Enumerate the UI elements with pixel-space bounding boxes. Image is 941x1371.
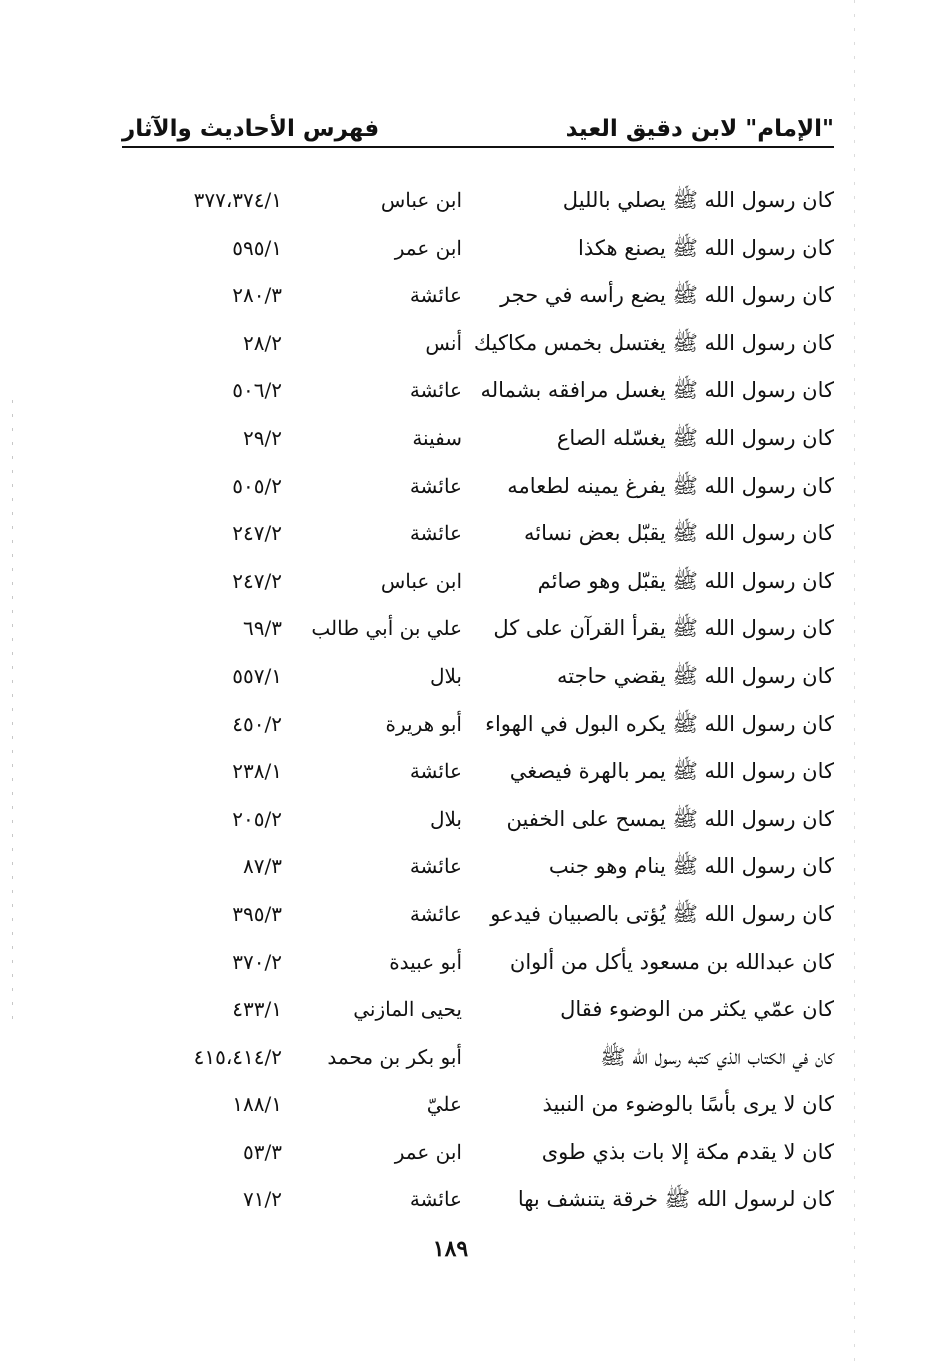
volume-page-reference: ٢٨٠/٣ — [232, 283, 282, 308]
volume-page-reference: ٢٤٧/٢ — [232, 568, 282, 593]
hadith-text: كان رسول الله ﷺ ينام وهو جنب — [548, 854, 834, 879]
narrator-name: عائشة — [409, 901, 462, 926]
hadith-text: كان رسول الله ﷺ يقبّل وهو صائم — [537, 568, 834, 593]
narrator-name: علي بن أبي طالب — [311, 616, 462, 641]
volume-page-reference: ٣٧٠/٢ — [232, 949, 282, 974]
volume-page-reference: ٤١٥،٤١٤/٢ — [193, 1044, 282, 1069]
index-row — [122, 321, 834, 369]
index-row — [122, 844, 834, 892]
index-row — [122, 654, 834, 702]
volume-page-reference: ٥٠٦/٢ — [232, 378, 282, 403]
hadith-text: كان لا يرى بأسًا بالوضوء من النبيذ — [542, 1092, 834, 1117]
volume-page-reference: ٢٩/٢ — [243, 425, 282, 450]
index-row — [122, 702, 834, 750]
narrator-name: عائشة — [409, 283, 462, 308]
hadith-text: كان عمّي يكثر من الوضوء فقال — [560, 997, 834, 1022]
volume-page-reference: ٣٩٥/٣ — [232, 901, 282, 926]
hadith-text: كان رسول الله ﷺ يكره البول في الهواء — [485, 711, 834, 736]
hadith-index-table — [122, 178, 834, 1225]
running-header — [122, 104, 834, 144]
hadith-text: كان عبدالله بن مسعود يأكل من ألوان — [509, 949, 834, 974]
index-row — [122, 940, 834, 988]
hadith-text: كان رسول الله ﷺ يصلي بالليل — [562, 188, 834, 212]
index-row — [122, 368, 834, 416]
hadith-text: كان رسول الله ﷺ يمر بالهرة فيصغي — [509, 759, 834, 784]
volume-page-reference: ٥٣/٣ — [243, 1139, 282, 1164]
header-rule — [122, 146, 834, 148]
index-row — [122, 606, 834, 654]
book-title: "الإمام" لابن دقيق العيد — [565, 116, 834, 142]
volume-page-reference: ٣٧٧،٣٧٤/١ — [193, 188, 282, 212]
volume-page-reference: ٢٨/٢ — [243, 330, 282, 355]
narrator-name: عائشة — [409, 473, 462, 498]
narrator-name: عائشة — [409, 521, 462, 546]
hadith-text: كان رسول الله ﷺ يقبّل بعض نسائه — [523, 521, 834, 546]
narrator-name: أنس — [425, 330, 462, 355]
hadith-text: كان رسول الله ﷺ يقضي حاجته — [557, 663, 834, 688]
index-row — [122, 749, 834, 797]
index-row — [122, 1035, 834, 1083]
narrator-name: عائشة — [409, 854, 462, 879]
volume-page-reference: ٧١/٢ — [243, 1187, 282, 1212]
index-row — [122, 464, 834, 512]
index-row — [122, 178, 834, 226]
index-row — [122, 226, 834, 274]
section-title: فهرس الأحاديث والآثار — [122, 116, 380, 142]
index-row — [122, 1082, 834, 1130]
narrator-name: عائشة — [409, 759, 462, 784]
hadith-text: كان رسول الله ﷺ يُؤتى بالصبيان فيدعو — [490, 901, 834, 926]
scan-edge-mark-right — [854, 0, 855, 1371]
hadith-text: كان رسول الله ﷺ يغتسل بخمس مكاكيك — [473, 330, 834, 355]
narrator-name: ابن عباس — [380, 188, 462, 212]
volume-page-reference: ٥٩٥/١ — [232, 235, 282, 260]
narrator-name: عليّ — [426, 1092, 462, 1117]
volume-page-reference: ٤٥٠/٢ — [232, 711, 282, 736]
index-row — [122, 559, 834, 607]
volume-page-reference: ٥٥٧/١ — [232, 663, 282, 688]
index-row — [122, 1130, 834, 1178]
narrator-name: بلال — [429, 806, 462, 831]
narrator-name: أبو هريرة — [385, 711, 462, 736]
narrator-name: يحيى المازني — [353, 997, 462, 1022]
hadith-text: كان رسول الله ﷺ يضع رأسه في حجر — [500, 283, 834, 308]
narrator-name: ابن عباس — [380, 568, 462, 593]
hadith-text: كان لا يقدم مكة إلا بات بذي طوى — [541, 1139, 834, 1164]
volume-page-reference: ٢٣٨/١ — [232, 759, 282, 784]
narrator-name: بلال — [429, 663, 462, 688]
narrator-name: سفينة — [412, 425, 462, 450]
page-number: ١٨٩ — [432, 1236, 469, 1262]
hadith-text: كان رسول الله ﷺ يمسح على الخفين — [506, 806, 834, 831]
volume-page-reference: ٢٠٥/٢ — [232, 806, 282, 831]
volume-page-reference: ٦٩/٣ — [243, 616, 282, 641]
volume-page-reference: ٥٠٥/٢ — [232, 473, 282, 498]
hadith-text: كان رسول الله ﷺ يغسّله الصاع — [556, 425, 834, 450]
index-row — [122, 987, 834, 1035]
volume-page-reference: ٨٧/٣ — [243, 854, 282, 879]
volume-page-reference: ٤٣٣/١ — [232, 997, 282, 1022]
narrator-name: عائشة — [409, 1187, 462, 1212]
hadith-text: كان في الكتاب الذي كتبه رسول الله ﷺ — [600, 1044, 834, 1069]
index-row — [122, 1177, 834, 1225]
volume-page-reference: ٢٤٧/٢ — [232, 521, 282, 546]
index-row — [122, 511, 834, 559]
narrator-name: ابن عمر — [394, 235, 462, 260]
hadith-text: كان لرسول الله ﷺ خرقة يتنشف بها — [517, 1187, 834, 1212]
narrator-name: ابن عمر — [394, 1139, 462, 1164]
hadith-text: كان رسول الله ﷺ يقرأ القرآن على كل — [493, 616, 834, 641]
hadith-text: كان رسول الله ﷺ يغسل مرافقه بشماله — [480, 378, 834, 403]
narrator-name: أبو بكر بن محمد — [327, 1044, 462, 1069]
volume-page-reference: ١٨٨/١ — [232, 1092, 282, 1117]
index-row — [122, 797, 834, 845]
index-row — [122, 416, 834, 464]
narrator-name: أبو عبيدة — [389, 949, 462, 974]
hadith-text: كان رسول الله ﷺ يفرغ يمينه لطعامه — [507, 473, 834, 498]
index-row — [122, 892, 834, 940]
hadith-text: كان رسول الله ﷺ يصنع هكذا — [578, 235, 834, 260]
narrator-name: عائشة — [409, 378, 462, 403]
index-row — [122, 273, 834, 321]
scan-edge-mark-left — [12, 400, 13, 1020]
